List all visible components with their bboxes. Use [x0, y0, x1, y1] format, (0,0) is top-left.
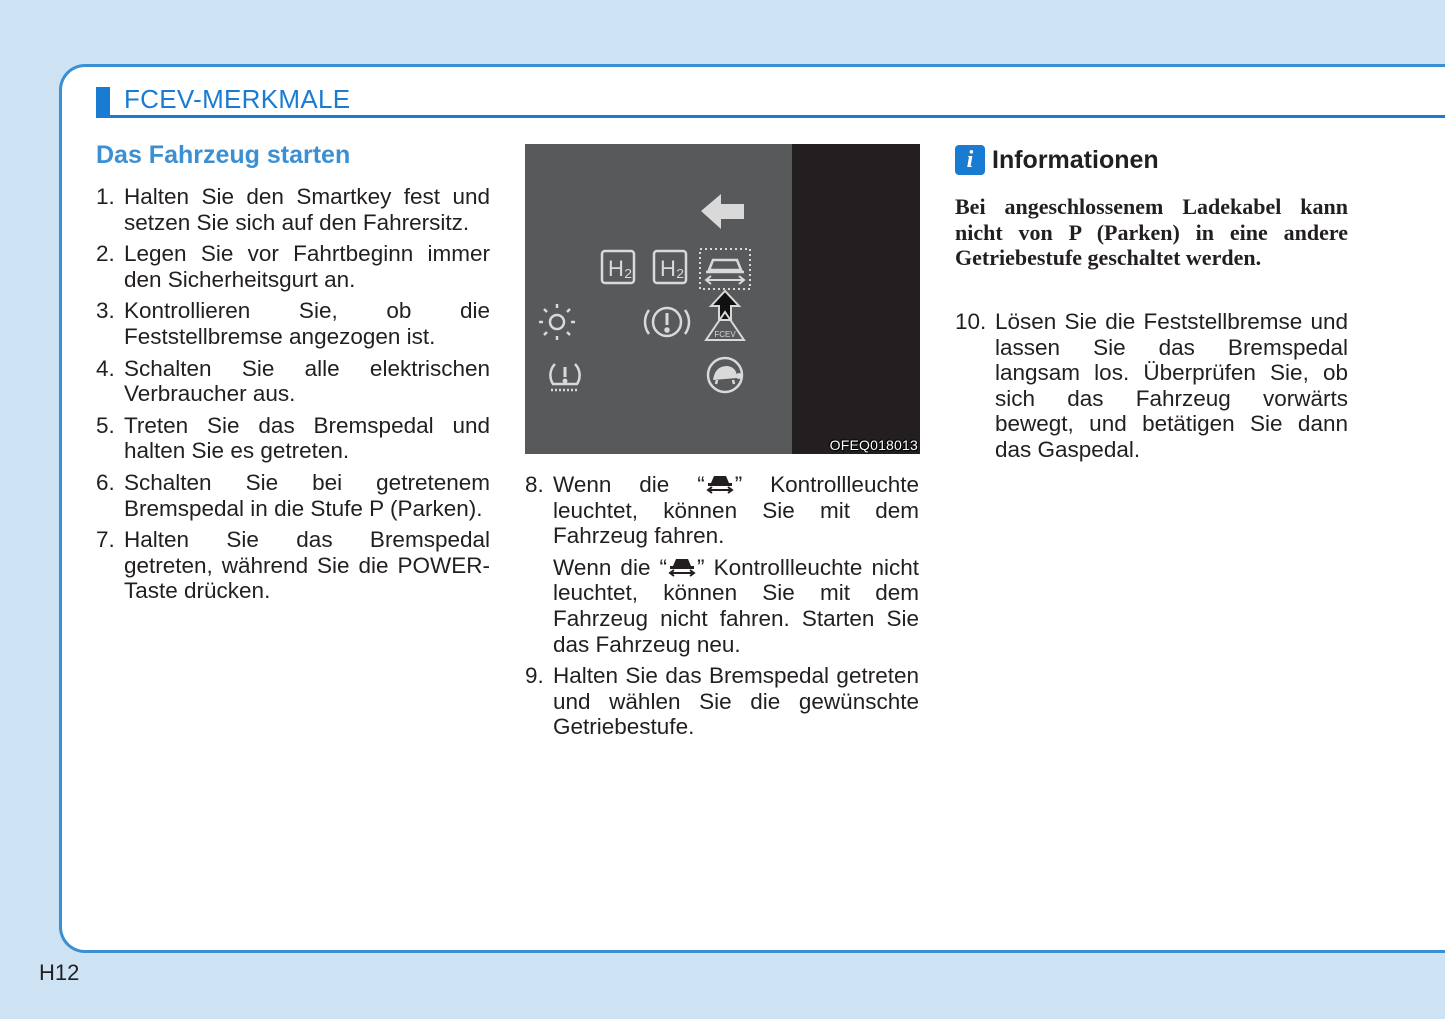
lamp-malfunction-icon	[539, 304, 575, 340]
step8-sub-paragraph	[553, 555, 919, 657]
step-text: Halten Sie das Bremspedal getreten und wählen Sie die gewünschte Getriebestufe.	[553, 663, 919, 740]
tire-pressure-icon	[550, 364, 579, 390]
step-text: Schalten Sie alle elektrischen Verbraucher aus.	[124, 355, 490, 407]
step-number: 6.	[96, 469, 115, 495]
indicator-lamps-svg	[525, 144, 920, 454]
list-item	[96, 184, 490, 235]
section-title: Das Fahrzeug starten	[96, 141, 351, 169]
cluster-indicator-figure	[525, 144, 920, 454]
steps-left-column	[96, 184, 490, 610]
ready-lamp-car-icon	[667, 557, 697, 577]
info-icon: i	[955, 145, 985, 175]
step-number: 1.	[96, 184, 115, 209]
steps-right-column	[955, 309, 1348, 469]
info-title: Informationen	[992, 145, 1159, 174]
fcev-lamp-label: FCEV	[714, 330, 736, 339]
step-text: Halten Sie den Smartkey fest und setzen Sie sich auf den Fahrersitz.	[124, 184, 490, 235]
steps-middle-column	[525, 472, 919, 746]
step-text: Legen Sie vor Fahrtbeginn immer den Sicherheitsgurt an.	[124, 241, 490, 292]
list-item	[96, 356, 490, 407]
brake-warning-icon	[645, 308, 689, 336]
header-title: FCEV-MERKMALE	[124, 84, 351, 114]
step8-b-post: ” Kontrollleuchte nicht leuchtet, können Sie mit dem Fahrzeug nicht fahren. Starten Sie das Fahrzeug neu.	[553, 554, 919, 657]
list-item	[96, 470, 490, 521]
list-item	[96, 527, 490, 604]
step-text: Halten Sie das Bremspedal getreten, während Sie die POWER-Taste drücken.	[124, 527, 490, 604]
hydrogen-lamp-a-label: H₂	[608, 256, 633, 281]
page-number: H12	[39, 960, 80, 985]
step-number: 9.	[525, 663, 544, 689]
info-text: Bei angeschlossenem Ladekabel kann nicht von P (Parken) in eine andere Getriebestufe geschaltet werden.	[955, 194, 1348, 271]
step-text: Kontrollieren Sie, ob die Feststellbremse angezogen ist.	[124, 298, 490, 349]
info-heading	[955, 145, 1159, 175]
step8-a-post: ” Kontrollleuchte leuchtet, können Sie mit dem Fahrzeug fahren.	[553, 472, 919, 549]
turn-signal-left-icon	[701, 194, 744, 229]
step-number: 7.	[96, 527, 115, 553]
list-item	[525, 472, 919, 657]
list-item	[96, 298, 490, 349]
step-number: 3.	[96, 298, 115, 324]
list-item	[96, 413, 490, 464]
step-text: Lösen Sie die Feststellbremse und lassen Sie das Bremspedal langsam los. Überprüfen Sie, ob sich das Fahrzeug vorwärts bewegt, und betätigen Sie dann das Gaspedal.	[995, 309, 1348, 462]
list-item	[955, 309, 1348, 463]
ready-lamp-car-icon	[706, 260, 744, 284]
step-number: 4.	[96, 355, 115, 381]
step8-b-pre: Wenn die “	[553, 554, 668, 580]
ready-lamp-car-icon	[705, 474, 735, 494]
pointer-arrow-icon	[711, 291, 739, 320]
step-number: 10.	[955, 309, 987, 334]
figure-code: OFEQ018013	[829, 437, 918, 453]
step-text: Treten Sie das Bremspedal und halten Sie es getreten.	[124, 412, 490, 464]
step-number: 5.	[96, 412, 115, 438]
step-text	[553, 472, 919, 657]
list-item	[525, 663, 919, 740]
hydrogen-lamp-b-label: H₂	[660, 256, 685, 281]
step-text: Schalten Sie bei getretenem Bremspedal in die Stufe P (Parken).	[124, 469, 490, 521]
turtle-power-limit-icon	[708, 358, 742, 392]
step-number: 2.	[96, 241, 115, 267]
header-rule	[96, 115, 1445, 118]
step-number: 8.	[525, 472, 544, 497]
header-accent-bar	[96, 87, 110, 118]
list-item	[96, 241, 490, 292]
step8-a-pre: Wenn die “	[553, 472, 705, 497]
